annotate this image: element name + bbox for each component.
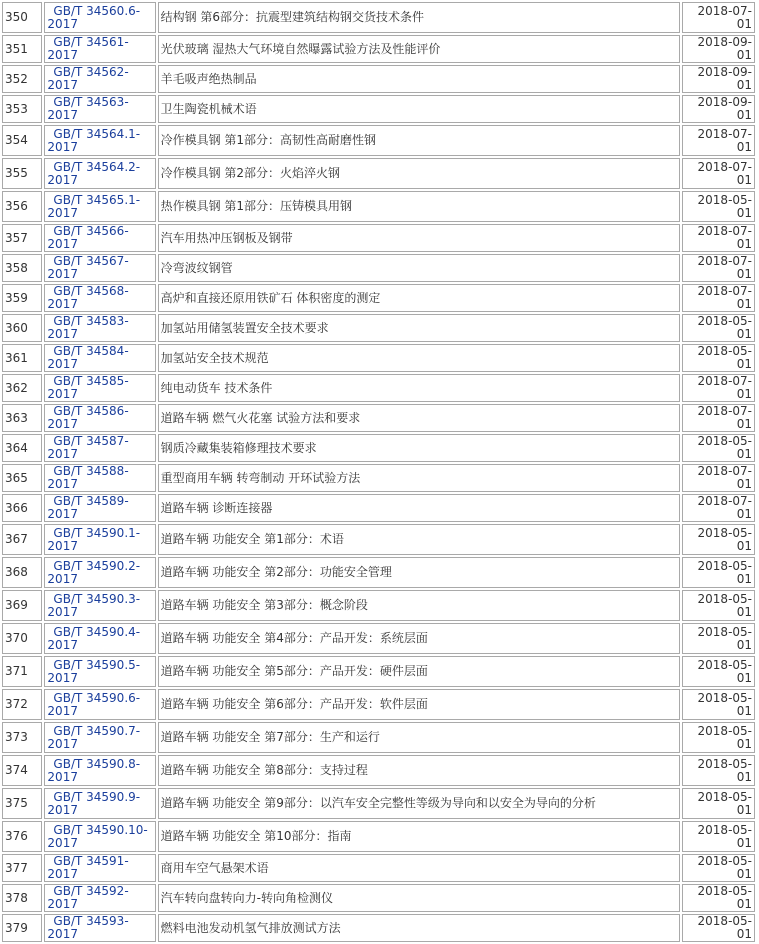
table-row — [2, 314, 755, 342]
standard-code-cell — [44, 344, 155, 372]
standard-code-text: GB/T 34590.5- — [53, 657, 141, 672]
table-row — [2, 623, 755, 654]
standard-code-link[interactable] — [47, 527, 152, 553]
standard-code-link[interactable] — [47, 915, 152, 941]
standard-code-year: 2017 — [47, 16, 78, 31]
table-row — [2, 374, 755, 402]
table-row — [2, 191, 755, 222]
standard-code-link[interactable] — [47, 659, 152, 685]
standard-code-link[interactable] — [47, 375, 152, 401]
row-number: 363 — [2, 404, 42, 432]
standard-title: 汽车转向盘转向力-转向角检测仪 — [158, 884, 681, 912]
standard-code-cell — [44, 656, 155, 687]
standard-code-link[interactable] — [47, 128, 152, 154]
effective-date: 2018-09-01 — [682, 95, 755, 123]
row-number: 353 — [2, 95, 42, 123]
table-row — [2, 95, 755, 123]
table-row — [2, 590, 755, 621]
standard-code-link[interactable] — [47, 5, 152, 31]
row-number: 364 — [2, 434, 42, 462]
effective-date: 2018-05-01 — [682, 344, 755, 372]
standard-code-text: GB/T 34564.2- — [53, 159, 141, 174]
standard-code-text: GB/T 34586-2017 — [47, 404, 129, 431]
standard-code-text: GB/T 34568-2017 — [47, 284, 129, 311]
effective-date: 2018-05-01 — [682, 434, 755, 462]
standard-code-cell — [44, 284, 155, 312]
standard-code-cell — [44, 623, 155, 654]
table-row — [2, 788, 755, 819]
standard-title: 汽车用热冲压钢板及钢带 — [158, 224, 681, 252]
standard-title: 钢质冷藏集装箱修理技术要求 — [158, 434, 681, 462]
standard-code-text: GB/T 34593-2017 — [47, 914, 129, 941]
standard-title: 道路车辆 功能安全 第10部分：指南 — [158, 821, 681, 852]
effective-date: 2018-07-01 — [682, 374, 755, 402]
standard-code-text: GB/T 34592-2017 — [47, 884, 129, 911]
standards-table-body — [2, 2, 755, 942]
standard-code-cell — [44, 494, 155, 522]
standard-code-text: GB/T 34562-2017 — [47, 65, 129, 92]
standard-code-link[interactable] — [47, 855, 152, 881]
standard-code-year: 2017 — [47, 703, 78, 718]
standard-title: 道路车辆 功能安全 第4部分：产品开发：系统层面 — [158, 623, 681, 654]
standard-title: 冷弯波纹钢管 — [158, 254, 681, 282]
row-number: 361 — [2, 344, 42, 372]
standard-code-cell — [44, 374, 155, 402]
table-row — [2, 2, 755, 33]
standard-code-cell — [44, 434, 155, 462]
standard-title: 光伏玻璃 湿热大气环境自然曝露试验方法及性能评价 — [158, 35, 681, 63]
standard-code-text: GB/T 34590.6- — [53, 690, 141, 705]
standard-code-text: GB/T 34564.1- — [53, 126, 141, 141]
table-row — [2, 254, 755, 282]
standard-code-link[interactable] — [47, 593, 152, 619]
effective-date: 2018-05-01 — [682, 788, 755, 819]
standard-code-link[interactable] — [47, 758, 152, 784]
effective-date: 2018-05-01 — [682, 191, 755, 222]
effective-date: 2018-07-01 — [682, 158, 755, 189]
table-row — [2, 494, 755, 522]
effective-date: 2018-07-01 — [682, 224, 755, 252]
row-number: 372 — [2, 689, 42, 720]
table-row — [2, 125, 755, 156]
standard-title: 道路车辆 功能安全 第9部分：以汽车安全完整性等级为导向和以安全为导向的分析 — [158, 788, 681, 819]
standard-code-cell — [44, 524, 155, 555]
table-row — [2, 854, 755, 882]
standard-title: 道路车辆 功能安全 第1部分：术语 — [158, 524, 681, 555]
standard-code-link[interactable] — [47, 161, 152, 187]
table-row — [2, 65, 755, 93]
table-row — [2, 404, 755, 432]
standard-code-cell — [44, 557, 155, 588]
standard-title: 道路车辆 功能安全 第6部分：产品开发：软件层面 — [158, 689, 681, 720]
standard-code-cell — [44, 314, 155, 342]
standard-title: 羊毛吸声绝热制品 — [158, 65, 681, 93]
effective-date: 2018-05-01 — [682, 314, 755, 342]
effective-date: 2018-05-01 — [682, 914, 755, 942]
effective-date: 2018-07-01 — [682, 284, 755, 312]
row-number: 369 — [2, 590, 42, 621]
row-number: 350 — [2, 2, 42, 33]
row-number: 354 — [2, 125, 42, 156]
standard-title: 道路车辆 功能安全 第8部分：支持过程 — [158, 755, 681, 786]
standard-title: 高炉和直接还原用铁矿石 体积密度的测定 — [158, 284, 681, 312]
standard-code-text: GB/T 34590.2- — [53, 558, 141, 573]
standard-code-year: 2017 — [47, 205, 78, 220]
standard-title: 燃料电池发动机氢气排放测试方法 — [158, 914, 681, 942]
table-row — [2, 434, 755, 462]
row-number: 352 — [2, 65, 42, 93]
row-number: 375 — [2, 788, 42, 819]
row-number: 355 — [2, 158, 42, 189]
effective-date: 2018-09-01 — [682, 65, 755, 93]
standard-code-cell — [44, 224, 155, 252]
standard-code-text: GB/T 34585-2017 — [47, 374, 129, 401]
standard-title: 卫生陶瓷机械术语 — [158, 95, 681, 123]
standard-title: 道路车辆 功能安全 第3部分：概念阶段 — [158, 590, 681, 621]
standard-title: 加氢站安全技术规范 — [158, 344, 681, 372]
table-row — [2, 35, 755, 63]
effective-date: 2018-05-01 — [682, 722, 755, 753]
standard-code-link[interactable] — [47, 66, 152, 92]
standard-code-text: GB/T 34590.4- — [53, 624, 141, 639]
row-number: 370 — [2, 623, 42, 654]
table-row — [2, 557, 755, 588]
standard-code-link[interactable] — [47, 405, 152, 431]
standard-title: 道路车辆 诊断连接器 — [158, 494, 681, 522]
standard-code-text: GB/T 34563-2017 — [47, 95, 129, 122]
standard-code-text: GB/T 34590.9- — [53, 789, 141, 804]
effective-date: 2018-07-01 — [682, 125, 755, 156]
standard-code-year: 2017 — [47, 571, 78, 586]
standard-code-text: GB/T 34591-2017 — [47, 854, 129, 881]
standard-code-text: GB/T 34587-2017 — [47, 434, 129, 461]
standard-code-link[interactable] — [47, 791, 152, 817]
table-row — [2, 914, 755, 942]
standard-code-link[interactable] — [47, 824, 152, 850]
standard-title: 道路车辆 功能安全 第5部分：产品开发：硬件层面 — [158, 656, 681, 687]
standard-title: 纯电动货车 技术条件 — [158, 374, 681, 402]
standard-code-year: 2017 — [47, 769, 78, 784]
standard-code-link[interactable] — [47, 315, 152, 341]
standard-code-link[interactable] — [47, 345, 152, 371]
standard-code-cell — [44, 464, 155, 492]
table-row — [2, 224, 755, 252]
standard-code-cell — [44, 689, 155, 720]
standard-code-cell — [44, 65, 155, 93]
row-number: 351 — [2, 35, 42, 63]
standard-code-text: GB/T 34566-2017 — [47, 224, 129, 251]
standard-code-link[interactable] — [47, 725, 152, 751]
row-number: 368 — [2, 557, 42, 588]
standard-code-text: GB/T 34567-2017 — [47, 254, 129, 281]
standard-code-text: GB/T 34590.8- — [53, 756, 141, 771]
standard-code-text: GB/T 34590.7- — [53, 723, 141, 738]
standard-title: 道路车辆 功能安全 第7部分：生产和运行 — [158, 722, 681, 753]
row-number: 378 — [2, 884, 42, 912]
standard-code-link[interactable] — [47, 495, 152, 521]
standard-title: 道路车辆 功能安全 第2部分：功能安全管理 — [158, 557, 681, 588]
standard-title: 结构钢 第6部分：抗震型建筑结构钢交货技术条件 — [158, 2, 681, 33]
effective-date: 2018-09-01 — [682, 35, 755, 63]
effective-date: 2018-07-01 — [682, 464, 755, 492]
standard-code-year: 2017 — [47, 139, 78, 154]
standard-code-cell — [44, 854, 155, 882]
row-number: 362 — [2, 374, 42, 402]
row-number: 359 — [2, 284, 42, 312]
standard-code-text: GB/T 34560.6- — [53, 3, 141, 18]
standard-code-link[interactable] — [47, 225, 152, 251]
standard-code-link[interactable] — [47, 96, 152, 122]
standard-code-cell — [44, 95, 155, 123]
standard-code-text: GB/T 34590.1- — [53, 525, 141, 540]
effective-date: 2018-07-01 — [682, 254, 755, 282]
standard-code-link[interactable] — [47, 255, 152, 281]
standard-code-cell — [44, 158, 155, 189]
standard-code-link[interactable] — [47, 36, 152, 62]
row-number: 371 — [2, 656, 42, 687]
table-row — [2, 656, 755, 687]
standard-code-year: 2017 — [47, 736, 78, 751]
standard-code-text: GB/T 34588-2017 — [47, 464, 129, 491]
standard-code-link[interactable] — [47, 560, 152, 586]
row-number: 357 — [2, 224, 42, 252]
table-row — [2, 755, 755, 786]
standard-code-cell — [44, 590, 155, 621]
standard-code-link[interactable] — [47, 465, 152, 491]
standard-code-year: 2017 — [47, 802, 78, 817]
standard-code-cell — [44, 125, 155, 156]
effective-date: 2018-05-01 — [682, 623, 755, 654]
table-row — [2, 284, 755, 312]
row-number: 376 — [2, 821, 42, 852]
standard-code-year: 2017 — [47, 172, 78, 187]
standard-code-text: GB/T 34589-2017 — [47, 494, 129, 521]
standard-title: 商用车空气悬架术语 — [158, 854, 681, 882]
row-number: 358 — [2, 254, 42, 282]
standard-code-link[interactable] — [47, 885, 152, 911]
standard-code-text: GB/T 34590.10- — [53, 822, 148, 837]
standard-code-link[interactable] — [47, 285, 152, 311]
effective-date: 2018-05-01 — [682, 854, 755, 882]
standard-code-cell — [44, 35, 155, 63]
effective-date: 2018-07-01 — [682, 494, 755, 522]
standard-code-text: GB/T 34561-2017 — [47, 35, 129, 62]
standard-title: 重型商用车辆 转弯制动 开环试验方法 — [158, 464, 681, 492]
standard-title: 冷作模具钢 第2部分：火焰淬火钢 — [158, 158, 681, 189]
standard-code-cell — [44, 821, 155, 852]
standard-code-text: GB/T 34565.1- — [53, 192, 141, 207]
standard-code-link[interactable] — [47, 626, 152, 652]
row-number: 374 — [2, 755, 42, 786]
row-number: 379 — [2, 914, 42, 942]
standard-code-link[interactable] — [47, 194, 152, 220]
standard-code-cell — [44, 788, 155, 819]
row-number: 366 — [2, 494, 42, 522]
table-row — [2, 821, 755, 852]
effective-date: 2018-05-01 — [682, 884, 755, 912]
standard-code-cell — [44, 755, 155, 786]
effective-date: 2018-07-01 — [682, 2, 755, 33]
standard-code-text: GB/T 34590.3- — [53, 591, 141, 606]
standard-code-text: GB/T 34583-2017 — [47, 314, 129, 341]
standard-code-cell — [44, 254, 155, 282]
standard-code-year: 2017 — [47, 538, 78, 553]
standard-code-cell — [44, 884, 155, 912]
standard-code-link[interactable] — [47, 692, 152, 718]
effective-date: 2018-05-01 — [682, 656, 755, 687]
standard-code-year: 2017 — [47, 835, 78, 850]
standard-code-cell — [44, 191, 155, 222]
effective-date: 2018-05-01 — [682, 524, 755, 555]
row-number: 377 — [2, 854, 42, 882]
standard-code-year: 2017 — [47, 637, 78, 652]
row-number: 367 — [2, 524, 42, 555]
standard-title: 热作模具钢 第1部分：压铸模具用钢 — [158, 191, 681, 222]
effective-date: 2018-05-01 — [682, 557, 755, 588]
table-row — [2, 158, 755, 189]
row-number: 373 — [2, 722, 42, 753]
table-row — [2, 524, 755, 555]
row-number: 365 — [2, 464, 42, 492]
effective-date: 2018-07-01 — [682, 404, 755, 432]
standard-title: 冷作模具钢 第1部分：高韧性高耐磨性钢 — [158, 125, 681, 156]
table-row — [2, 464, 755, 492]
standard-code-year: 2017 — [47, 670, 78, 685]
standard-code-cell — [44, 404, 155, 432]
standard-code-cell — [44, 2, 155, 33]
standard-code-link[interactable] — [47, 435, 152, 461]
effective-date: 2018-05-01 — [682, 755, 755, 786]
standard-code-text: GB/T 34584-2017 — [47, 344, 129, 371]
table-row — [2, 884, 755, 912]
effective-date: 2018-05-01 — [682, 689, 755, 720]
standard-title: 道路车辆 燃气火花塞 试验方法和要求 — [158, 404, 681, 432]
table-row — [2, 689, 755, 720]
row-number: 360 — [2, 314, 42, 342]
standard-code-cell — [44, 914, 155, 942]
effective-date: 2018-05-01 — [682, 821, 755, 852]
effective-date: 2018-05-01 — [682, 590, 755, 621]
row-number: 356 — [2, 191, 42, 222]
table-row — [2, 344, 755, 372]
standard-title: 加氢站用储氢装置安全技术要求 — [158, 314, 681, 342]
standard-code-year: 2017 — [47, 604, 78, 619]
